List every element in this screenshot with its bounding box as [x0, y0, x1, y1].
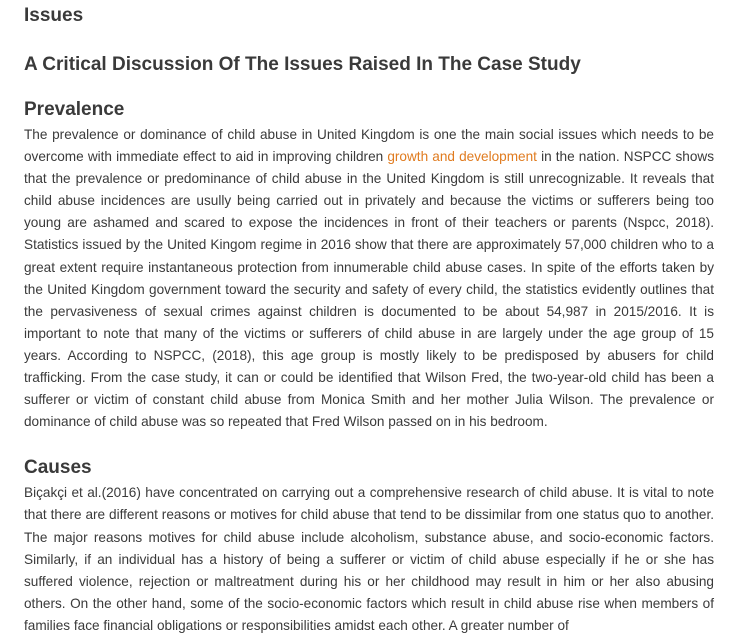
page-title: Issues: [24, 5, 84, 26]
prevalence-text-end: in the nation. NSPCC shows that the prevalence or predominance of child abuse in the United Kingdom is still unrecognizable. It reveals that child abuse incidences are usully being carried out in privately and because the victims or sufferers being too young are ashamed and scared to expose the incidences in front of their teachers or parents (Nspcc, 2018). Statistics issued by the United Kingom regime in 2016 show that there are approximately 57,000 children who to a great extent require instantaneous protection from innumerable child abuse cases. In spite of the efforts taken by the United Kingdom government toward the security and safety of every child, the statistics evidently outlines that the pervasiveness of sexual crimes against children is documented to be about 54,987 in 2015/2016. It is important to note that many of the victims or sufferers of child abuse in are largely under the age group of 15 years. According to NSPCC, (2018), this age group is mostly likely to be predisposed by abusers for child trafficking. From the case study, it can or could be identified that Wilson Fred, the two-year-old child has been a sufferer or victim of constant child abuse from Monica Smith and her mother Julia Wilson. The prevalence or dominance of child abuse was so repeated that Fred Wilson passed on in his bedroom.: [24, 149, 715, 430]
causes-paragraph: Biçakçi et al.(2016) have concentrated on carrying out a comprehensive research of child abuse. It is vital to note that there are different reasons or motives for child abuse that tend to be dissimilar from one status quo to another. The major reasons motives for child abuse include alcoholism, substance abuse, and socio-economic factors. Similarly, if an individual has a history of being a sufferer or victim of child abuse especially if he or she has suffered violence, rejection or maltreatment during his or her childhood may result in him or her also abusing others. On the other hand, some of the socio-economic factors which result in child abuse rise when members of families face financial obligations or responsibilities amidst each other. A greater number of: [24, 485, 714, 633]
prevalence-text-start: The prevalence or dominance of child abuse in United Kingdom is one the main social issues which needs to be overcome with immediate effect to aid in improving children: [24, 127, 714, 165]
causes-heading: Causes: [24, 457, 92, 479]
prevalence-heading: Prevalence: [24, 99, 125, 120]
growth-and-development-link[interactable]: growth and development: [387, 149, 537, 165]
prevalence-section: [24, 98, 714, 433]
page-subtitle: A Critical Discussion Of The Issues Raised In The Case Study: [24, 54, 581, 75]
prevalence-paragraph: [24, 124, 714, 433]
causes-section: [24, 456, 714, 637]
